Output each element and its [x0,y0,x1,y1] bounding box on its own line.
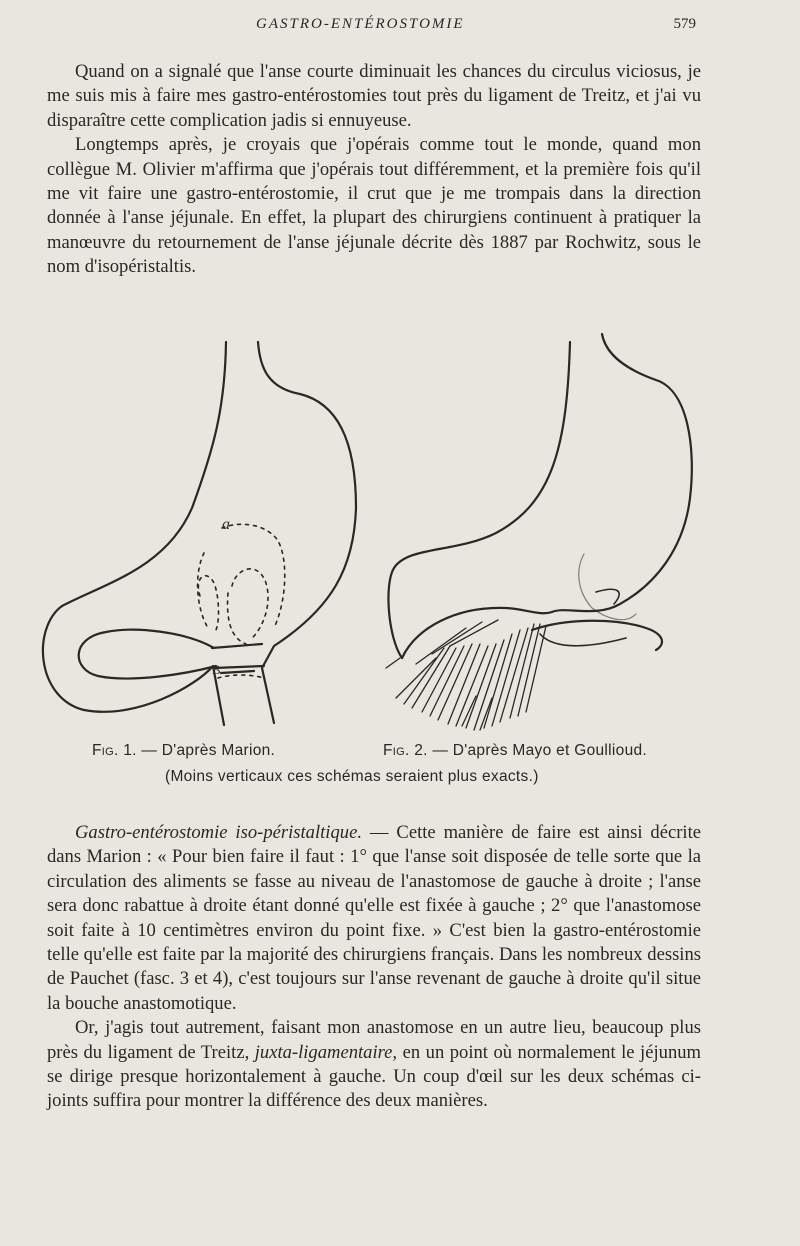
paragraph-4-before: Or, j'agis tout autrement, faisant mon anastomose en un autre lieu, beaucoup plus près du ligament de Treitz, [47,1017,701,1063]
paragraph-1: Quand on a signalé que l'anse courte diminuait les chances du circulus viciosus, je me suis mis à faire mes gastro-entérostomies tout près du ligament de Treitz, et j'ai vu disparaître cette complication jadis si ennuyeuse. [47,61,701,131]
text-block-bottom [47,821,701,1114]
paragraph-3 [47,821,701,1016]
figure-1-caption [92,742,275,760]
paragraph-4 [47,1016,701,1114]
fig2-drawing [386,334,692,730]
figure-note: (Moins verticaux ces schémas seraient plus exacts.) [165,768,539,785]
fig2-label: Fig. 2. [383,742,428,759]
stomach-diagrams [36,328,736,738]
figure-diagrams [36,328,736,738]
fig1-label: Fig. 1. [92,742,137,759]
fig1-text: — D'après Marion. [141,742,276,759]
fig2-text: — D'après Mayo et Goullioud. [432,742,648,759]
paragraph-4-after: en un point où normalement le jéjunum se dirige presque horizontalement à gauche. Un coup d'œil sur les deux schémas ci-joints suffira pour montrer la différence des deux manières. [47,1041,701,1112]
figure-2-caption [383,742,647,760]
page-number: 579 [673,16,696,32]
paragraph-4-italic: juxta-ligamentaire, [254,1041,398,1063]
paragraph-3-text: — Cette manière de faire est ainsi décrite dans Marion : « Pour bien faire il faut : 1° que l'anse soit disposée de telle sorte que la circulation des aliments se fasse au niveau de l'anastomose de gauche à droite ; l'anse sera donc rabattue à droite étant donné qu'elle est fixée à gauche ; 2° que l'anastomose soit faite à 10 centimètres environ du point fixe. » C'est bien la gastro-entérostomie telle qu'elle est faite par la majorité des chirurgiens français. Dans les nombreux dessins de Pauchet (fasc. 3 et 4), c'est toujours sur l'anse revenant de gauche à droite qu'il situe la bouche anastomotique. [47,822,702,1014]
fig1-drawing [43,342,356,725]
section-heading: Gastro-entérostomie iso-péristaltique. [75,822,362,843]
fig1-label-a: a [222,516,230,533]
page-header [0,16,800,44]
paragraph-2: Longtemps après, je croyais que j'opérais comme tout le monde, quand mon collègue M. Olivier m'affirma que j'opérais tout différemment, et la première fois qu'il me vit faire une gastro-entérostomie, il crut que je me trompais dans la direction donnée à l'anse jéjunale. En effet, la plupart des chirurgiens continuent à pratiquer la manœuvre du retournement de l'anse jéjunale décrite dès 1887 par Rochwitz, sous le nom d'isopéristaltis. [47,134,701,278]
fig1-label-b: B [212,662,221,677]
running-head: GASTRO-ENTÉROSTOMIE [256,16,465,32]
text-block-top [47,60,701,280]
